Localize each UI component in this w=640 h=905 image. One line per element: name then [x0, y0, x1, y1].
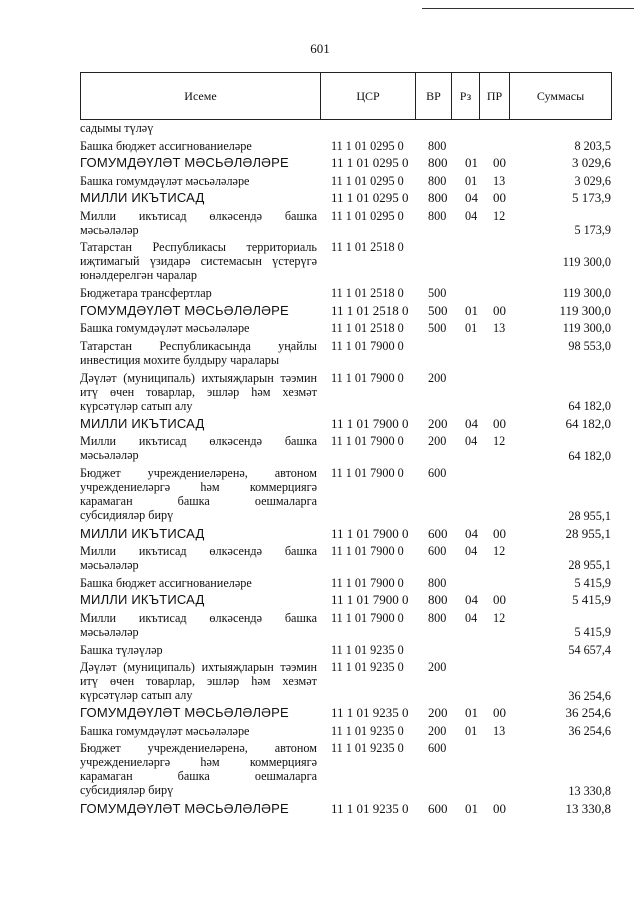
header-pr: ПР [480, 73, 510, 120]
row-name-line: мәсьәләләр [80, 558, 139, 572]
row-name [80, 706, 317, 720]
row-pr: 13 [493, 321, 506, 336]
row-sum: 13 330,8 [568, 784, 611, 799]
row-csr: 11 1 01 9235 0 [331, 800, 409, 816]
row-name [80, 643, 317, 657]
row-sum: 5 415,9 [574, 625, 611, 640]
row-name-line: карамаган башка оешмаларга [80, 494, 317, 509]
row-name [80, 660, 317, 702]
row-csr: 11 1 01 2518 0 [331, 240, 404, 255]
row-sum: 28 955,1 [568, 508, 611, 523]
row-csr: 11 1 01 2518 0 [331, 302, 409, 318]
row-sum: 36 254,6 [568, 688, 611, 703]
row-name-line: МИЛЛИ ИКЪТИСАД [80, 592, 205, 608]
row-name-line: Милли икътисад өлкәсендә башка [80, 208, 317, 223]
row-vr: 200 [428, 415, 448, 431]
row-name [80, 304, 317, 318]
row-name-line: Милли икътисад өлкәсендә башка [80, 434, 317, 449]
row-name-line: МИЛЛИ ИКЪТИСАД [80, 415, 205, 431]
row-vr: 800 [428, 610, 447, 625]
row-name-line: иҗтимагый үзидарә системасын үстерүгә [80, 254, 317, 269]
row-vr: 800 [428, 190, 448, 205]
top-rule [422, 8, 634, 9]
row-rz: 04 [465, 415, 478, 431]
header-csr: ЦСР [321, 73, 416, 120]
row-name-line: итү өчен товарлар, эшләр һәм хезмәт [80, 674, 317, 689]
row-pr: 00 [493, 302, 506, 318]
row-vr: 200 [428, 660, 447, 675]
row-csr: 11 1 01 7900 0 [331, 525, 409, 541]
row-name-line: ГОМУМДӘҮЛӘТ МӘСЬӘЛӘЛӘРЕ [80, 302, 289, 318]
row-rz: 01 [465, 723, 478, 738]
row-sum: 64 182,0 [568, 448, 611, 463]
row-csr: 11 1 01 0295 0 [331, 208, 404, 223]
row-vr: 600 [428, 800, 448, 816]
row-name [80, 527, 317, 541]
row-rz: 04 [465, 434, 478, 449]
row-pr: 00 [493, 592, 506, 608]
row-name-line: МИЛЛИ ИКЪТИСАД [80, 190, 205, 205]
row-sum: 98 553,0 [568, 338, 611, 353]
row-name-line: Татарстан Республикасы территориаль [80, 240, 317, 255]
row-rz: 04 [465, 592, 478, 608]
row-name-line: Дәүләт (муниципаль) ихтыяҗларын тәэмин [80, 370, 317, 385]
row-vr: 200 [428, 434, 447, 449]
row-sum: 5 415,9 [574, 575, 611, 590]
row-csr: 11 1 01 7900 0 [331, 466, 404, 481]
row-pr: 12 [493, 544, 506, 558]
row-name-line: Бюджет учреждениеләренә, автоном [80, 741, 317, 756]
row-name [80, 339, 317, 367]
row-pr: 00 [493, 800, 506, 816]
row-name-line: Башка гомумдәүләт мәсьәләләре [80, 723, 250, 738]
row-name-line: күрсәтүләр сатып алу [80, 688, 193, 703]
row-name [80, 139, 317, 153]
row-name-line: Башка бюджет ассигнованиеләре [80, 138, 252, 153]
row-csr: 11 1 01 7900 0 [331, 610, 404, 625]
row-name [80, 209, 317, 237]
row-name-line: Татарстан Республикасында уңайлы [80, 338, 317, 353]
row-name [80, 156, 317, 170]
row-sum: 13 330,8 [565, 800, 611, 816]
row-csr: 11 1 01 7900 0 [331, 338, 404, 353]
row-name-line: Милли икътисад өлкәсендә башка [80, 610, 317, 625]
row-vr: 200 [428, 370, 447, 385]
row-name-line: субсидияләр бирү [80, 783, 174, 798]
row-name-line: Бюджет учреждениеләренә, автоном [80, 466, 317, 481]
row-csr: 11 1 01 7900 0 [331, 575, 404, 590]
row-vr: 200 [428, 723, 447, 738]
row-vr: 800 [428, 575, 447, 590]
row-vr: 600 [428, 466, 447, 481]
row-name [80, 417, 317, 431]
row-sum: 5 173,9 [574, 222, 611, 237]
row-name [80, 724, 317, 738]
header-sum: Суммасы [510, 73, 612, 120]
row-sum: 3 029,6 [572, 155, 611, 170]
row-name-line: садымы түләү [80, 121, 154, 135]
row-pr: 13 [493, 723, 506, 738]
row-name-line: субсидияләр бирү [80, 508, 174, 523]
row-csr: 11 1 01 0295 0 [331, 138, 404, 153]
row-pr: 00 [493, 705, 506, 721]
row-sum: 119 300,0 [559, 302, 611, 318]
row-csr: 11 1 01 9235 0 [331, 660, 404, 675]
row-pr: 00 [493, 155, 506, 170]
row-name-line: инвестиция мохите булдыру чаралары [80, 352, 280, 367]
row-name-line: мәсьәләләр [80, 624, 139, 639]
row-csr: 11 1 01 2518 0 [331, 286, 404, 301]
row-rz: 01 [465, 321, 478, 336]
row-name-line: учреждениеләргә һәм коммерциягә [80, 480, 317, 495]
row-csr: 11 1 01 2518 0 [331, 321, 404, 336]
row-sum: 54 657,4 [568, 642, 611, 657]
row-name-line: учреждениеләргә һәм коммерциягә [80, 755, 317, 770]
row-rz: 04 [465, 190, 478, 205]
row-sum: 64 182,0 [568, 399, 611, 414]
row-pr: 00 [493, 190, 506, 205]
row-name-line: Башка түләүләр [80, 642, 163, 657]
row-sum: 36 254,6 [565, 705, 611, 721]
row-pr: 12 [493, 208, 506, 223]
row-sum: 5 173,9 [572, 190, 611, 205]
row-pr: 00 [493, 415, 506, 431]
row-csr: 11 1 01 7900 0 [331, 370, 404, 385]
row-name [80, 544, 317, 572]
row-vr: 500 [428, 286, 447, 301]
row-sum: 5 415,9 [572, 592, 611, 608]
row-name [80, 576, 317, 590]
row-csr: 11 1 01 7900 0 [331, 544, 404, 558]
row-csr: 11 1 01 7900 0 [331, 434, 404, 449]
row-name-line: Башка гомумдәүләт мәсьәләләре [80, 321, 250, 336]
row-name-line: итү өчен товарлар, эшләр һәм хезмәт [80, 384, 317, 399]
row-name [80, 611, 317, 639]
row-name-line: Дәүләт (муниципаль) ихтыяҗларын тәэмин [80, 660, 317, 675]
row-name-line: Башка бюджет ассигнованиеләре [80, 575, 252, 590]
row-rz: 01 [465, 302, 478, 318]
row-sum: 28 955,1 [568, 558, 611, 573]
row-name [80, 593, 317, 607]
row-sum: 8 203,5 [574, 138, 611, 153]
row-csr: 11 1 01 9235 0 [331, 642, 404, 657]
row-vr: 800 [428, 138, 447, 153]
row-vr: 600 [428, 544, 447, 558]
row-sum: 36 254,6 [568, 723, 611, 738]
row-sum: 119 300,0 [562, 321, 611, 336]
row-rz: 01 [465, 705, 478, 721]
row-csr: 11 1 01 7900 0 [331, 415, 409, 431]
row-sum: 119 300,0 [562, 254, 611, 269]
row-csr: 11 1 01 7900 0 [331, 592, 409, 608]
page-number: 601 [310, 41, 330, 56]
row-name-line: МИЛЛИ ИКЪТИСАД [80, 525, 205, 541]
row-name [80, 286, 317, 300]
row-name-line: мәсьәләләр [80, 222, 139, 237]
row-name [80, 741, 317, 797]
row-name [80, 191, 317, 205]
row-csr: 11 1 01 9235 0 [331, 723, 404, 738]
row-name [80, 371, 317, 413]
row-sum: 119 300,0 [562, 286, 611, 301]
header-rz: Рз [452, 73, 480, 120]
table-header [80, 72, 612, 120]
row-csr: 11 1 01 9235 0 [331, 705, 409, 721]
row-csr: 11 1 01 0295 0 [331, 173, 404, 188]
row-name-line: Бюджетара трансфертлар [80, 286, 212, 301]
row-name-line: Башка гомумдәүләт мәсьәләләре [80, 173, 250, 188]
row-name [80, 321, 317, 335]
row-vr: 600 [428, 525, 448, 541]
row-vr: 500 [428, 321, 447, 336]
header-vr: ВР [416, 73, 452, 120]
row-vr: 800 [428, 173, 447, 188]
row-name-line: күрсәтүләр сатып алу [80, 398, 193, 413]
row-vr: 600 [428, 741, 447, 756]
row-name-line: Милли икътисад өлкәсендә башка [80, 544, 317, 558]
row-pr: 12 [493, 610, 506, 625]
row-pr: 13 [493, 173, 506, 188]
row-csr: 11 1 01 0295 0 [331, 190, 409, 205]
row-vr: 800 [428, 592, 448, 608]
row-rz: 01 [465, 173, 478, 188]
row-sum: 64 182,0 [565, 415, 611, 431]
row-rz: 04 [465, 610, 478, 625]
row-sum: 3 029,6 [574, 173, 611, 188]
row-name [80, 174, 317, 188]
row-rz: 04 [465, 208, 478, 223]
row-vr: 500 [428, 302, 448, 318]
row-vr: 200 [428, 705, 448, 721]
row-name-line: мәсьәләләр [80, 448, 139, 463]
row-rz: 01 [465, 800, 478, 816]
row-name [80, 466, 317, 522]
row-name [80, 802, 317, 816]
row-name [80, 121, 317, 135]
row-pr: 12 [493, 434, 506, 449]
row-vr: 800 [428, 208, 447, 223]
row-pr: 00 [493, 525, 506, 541]
row-name [80, 434, 317, 462]
row-name-line: юнәлдерелгән чаралар [80, 268, 198, 283]
header-name: Исеме [81, 73, 321, 120]
row-name-line: карамаган башка оешмаларга [80, 769, 317, 784]
row-name-line: ГОМУМДӘҮЛӘТ МӘСЬӘЛӘЛӘРЕ [80, 800, 289, 816]
row-rz: 04 [465, 544, 478, 558]
row-sum: 28 955,1 [565, 525, 611, 541]
row-rz: 04 [465, 525, 478, 541]
row-name-line: ГОМУМДӘҮЛӘТ МӘСЬӘЛӘЛӘРЕ [80, 155, 289, 170]
row-rz: 01 [465, 155, 478, 170]
row-vr: 800 [428, 155, 448, 170]
row-csr: 11 1 01 9235 0 [331, 741, 404, 756]
row-name [80, 240, 317, 282]
row-csr: 11 1 01 0295 0 [331, 155, 409, 170]
row-name-line: ГОМУМДӘҮЛӘТ МӘСЬӘЛӘЛӘРЕ [80, 705, 289, 721]
